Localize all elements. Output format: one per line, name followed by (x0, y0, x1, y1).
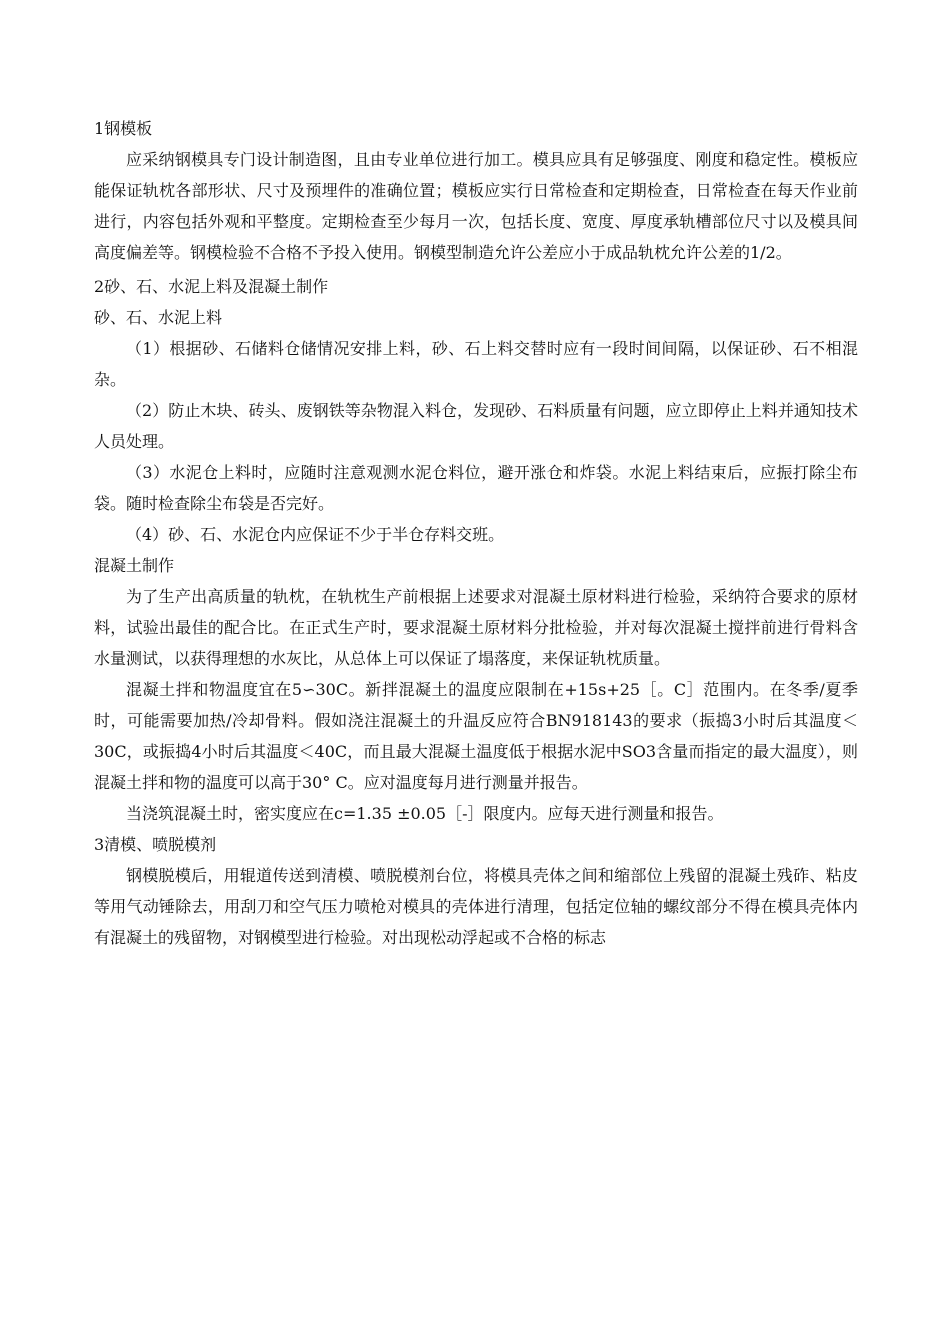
document-page (94, 113, 858, 953)
paragraph-loading-item-2: （2）防止木块、砖头、废钢铁等杂物混入料仓，发现砂、石料质量有问题，应立即停止上料并通知技术人员处理。 (94, 401, 858, 451)
paragraph-concrete-temperature: 混凝土拌和物温度宜在5∽30C。新拌混凝土的温度应限制在+15s+25［。C］范围内。在冬季/夏季时，可能需要加热/冷却骨料。假如浇注混凝土的升温反应符合BN918143的要求（振捣3小时后其温度＜30C，或振捣4小时后其温度＜40C，而且最大混凝土温度低于根据水泥中SO3含量而指定的最大温度），则混凝土拌和物的温度可以高于30° C。应对温度每月进行测量并报告。 (94, 680, 858, 792)
paragraph-loading-item-3: （3）水泥仓上料时，应随时注意观测水泥仓料位，避开涨仓和炸袋。水泥上料结束后，应振打除尘布袋。随时检查除尘布袋是否完好。 (94, 463, 858, 513)
section-heading-materials-and-concrete: 2砂、石、水泥上料及混凝土制作 (94, 277, 329, 296)
paragraph-concrete-quality: 为了生产出高质量的轨枕，在轨枕生产前根据上述要求对混凝土原材料进行检验，采纳符合要求的原材料，试验出最佳的配合比。在正式生产时，要求混凝土原材料分批检验，并对每次混凝土搅拌前进行骨料含水量测试，以获得理想的水灰比，从总体上可以保证了塌落度，来保证轨枕质量。 (94, 587, 858, 668)
paragraph-concrete-density: 当浇筑混凝土时，密实度应在c=1.35 ±0.05［-］限度内。应每天进行测量和报告。 (126, 804, 724, 823)
paragraph-mold-cleaning: 钢模脱模后，用辊道传送到清模、喷脱模剂台位，将模具壳体之间和缩部位上残留的混凝土残砟、粘皮等用气动锤除去，用刮刀和空气压力喷枪对模具的壳体进行清理，包括定位轴的螺纹部分不得在模具壳体内有混凝土的残留物，对钢模型进行检验。对出现松动浮起或不合格的标志 (94, 866, 858, 947)
section-heading-steel-formwork: 1钢模板 (94, 119, 153, 138)
paragraph-loading-item-4: （4）砂、石、水泥仓内应保证不少于半仓存料交班。 (126, 525, 505, 544)
subsection-heading-material-loading: 砂、石、水泥上料 (94, 308, 223, 327)
paragraph-loading-item-1: （1）根据砂、石储料仓储情况安排上料，砂、石上料交替时应有一段时间间隔，以保证砂、石不相混杂。 (94, 339, 858, 389)
subsection-heading-concrete-production: 混凝土制作 (94, 556, 175, 575)
section-heading-mold-cleaning: 3清模、喷脱模剂 (94, 835, 217, 854)
paragraph-steel-formwork: 应采纳钢模具专门设计制造图，且由专业单位进行加工。模具应具有足够强度、刚度和稳定性。模板应能保证轨枕各部形状、尺寸及预埋件的准确位置；模板应实行日常检查和定期检查，日常检查在每天作业前进行，内容包括外观和平整度。定期检查至少每月一次，包括长度、宽度、厚度承轨槽部位尺寸以及模具间高度偏差等。钢模检验不合格不予投入使用。钢模型制造允许公差应小于成品轨枕允许公差的1/2。 (94, 150, 858, 262)
